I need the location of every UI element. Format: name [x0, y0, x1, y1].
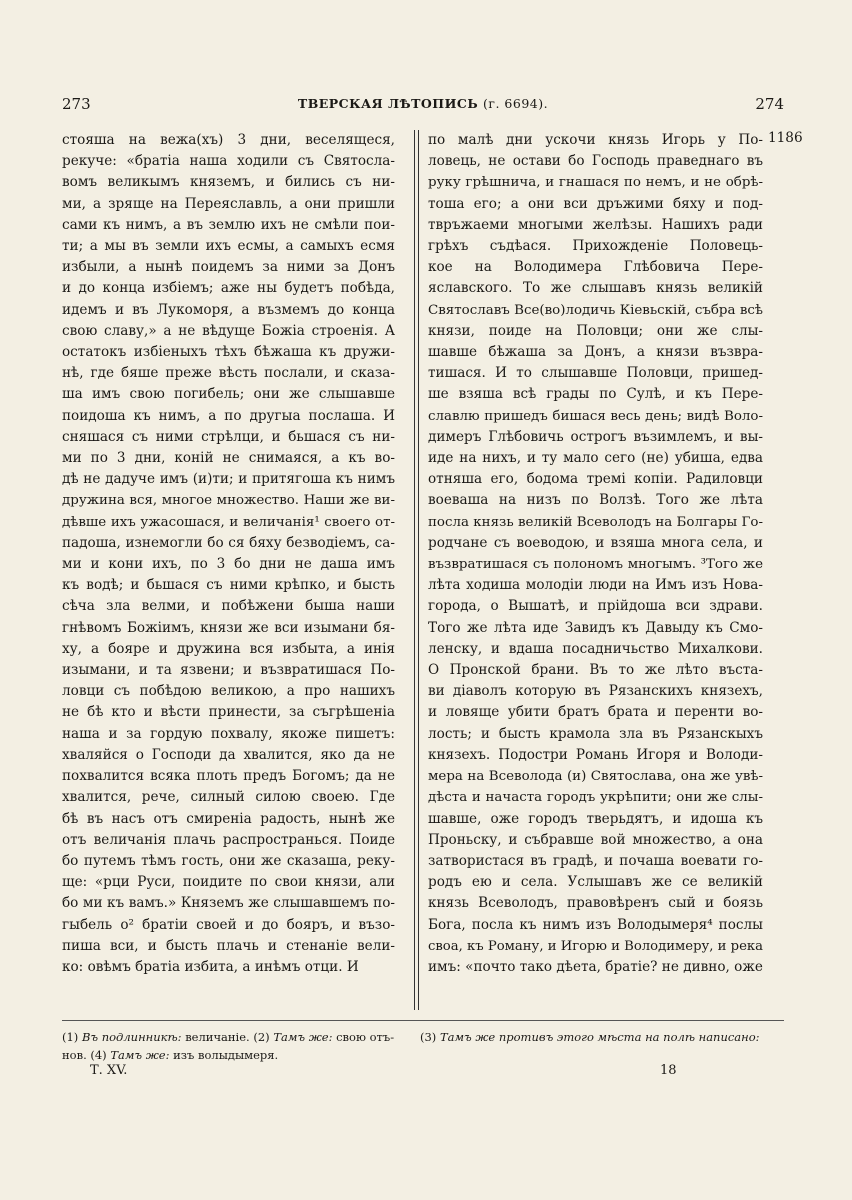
text-line: вомъ великымъ княземъ, и бились съ ни- — [62, 174, 395, 191]
text-line: сняшася съ ними стрѣлци, и бьшася съ ни- — [62, 428, 395, 445]
text-line: шавше бѣжаша за Донъ, а князи възвра- — [428, 344, 763, 361]
footnote-line — [62, 1028, 412, 1046]
text-line: яславского. То же слышавъ князь великій — [428, 280, 763, 297]
text-line: стояша на вежа(хъ) 3 дни, веселящеся, — [62, 132, 395, 148]
footnote-text: изъ волыдымеря. — [173, 1048, 279, 1062]
text-line: ко: овѣмъ братіа избита, а инѣмъ отци. И — [62, 958, 359, 975]
text-line: О Пронской брани. Въ то же лѣто въста- — [428, 662, 763, 679]
text-line: нѣ, где бяше преже вѣсть послали, и сказа- — [62, 365, 395, 382]
text-line: шавше, оже городъ тверьдятъ, и идоша къ — [428, 810, 763, 827]
text-line: хвалится, рече, силный силою своею. Где — [62, 789, 395, 806]
text-line: свою славу,» а не вѣдуще Божіа строенія. А — [62, 322, 395, 339]
footnote-text: свою отъ- — [336, 1030, 395, 1044]
text-line: къ водѣ; и бьшася съ ними крѣпко, и бысть — [62, 577, 395, 594]
text-line: ми по 3 дни, коній не снимаяся, а къ во- — [62, 450, 395, 467]
text-line: славлю пришедъ бишася весь день; видѣ Воло- — [428, 408, 763, 424]
running-title — [62, 96, 784, 111]
text-line: тишася. И то слышавше Половци, пришед- — [428, 365, 763, 382]
running-title-year: (г. 6694). — [483, 96, 549, 111]
text-line: похвалится всяка плоть предъ Богомъ; да не — [62, 768, 395, 785]
left-column — [62, 130, 395, 978]
text-line: затвористася въ градѣ, и почаша воевати го- — [428, 852, 763, 869]
page-number-left: 273 — [62, 95, 91, 113]
text-line: мера на Всеволода (и) Святослава, она же увѣ- — [428, 769, 763, 785]
page-header — [62, 95, 784, 115]
text-line: тоша его; а они вси дръжими бяху и под- — [428, 195, 763, 212]
text-line: князи, поиде на Половци; они же слы- — [428, 322, 763, 339]
footnote-label: Въ подлинникѣ: — [81, 1030, 182, 1044]
footnote-number: (4) — [90, 1048, 107, 1062]
footnote-number: (3) — [420, 1030, 437, 1044]
text-line: ленску, и вдаша посадничьство Михалкови. — [428, 640, 763, 657]
text-line: възвратишася съ полономъ многымъ. ³Того же — [428, 557, 763, 573]
text-line: наша и за гордую похвалу, якоже пишетъ: — [62, 725, 395, 742]
text-line: ще: «рци Руси, поидите по свои князи, али — [62, 874, 395, 891]
text-line: ви діаволъ которую въ Рязанскихъ князехъ, — [428, 683, 763, 700]
text-line: твръжаеми многыми желѣзы. Нашихъ ради — [428, 216, 763, 233]
text-line: бо ми къ вамъ.» Княземъ же слышавшемъ по- — [62, 895, 395, 912]
text-line: ша имъ свою погибель; они же слышавше — [62, 386, 395, 403]
text-line: ловци съ побѣдою великою, а про нашихъ — [62, 683, 395, 700]
text-line: сѣча зла велми, и побѣжени быша наши — [62, 598, 395, 615]
text-line: грѣхъ съдѣася. Прихожденіе Половець- — [428, 238, 763, 255]
text-line: иде на нихъ, и ту мало сего (не) убиша, едва — [428, 450, 763, 467]
footnote-label: Тамъ же: — [110, 1048, 170, 1062]
text-line: димеръ Глѣбовичь острогъ възимлемъ, и вы- — [428, 428, 763, 445]
text-line: дѣвше ихъ ужасошася, и величанія¹ своего от- — [62, 514, 395, 530]
text-line: пиша вси, и бысть плачь и стенаніе вели- — [62, 937, 395, 954]
footnote-number: (2) — [253, 1030, 270, 1044]
text-line: руку грѣшнича, и гнашася по немъ, и не обрѣ- — [428, 175, 763, 191]
text-line: отъ величанія плачь распространься. Поиде — [62, 831, 395, 848]
text-line: князехъ. Подостри Романь Игоря и Володи- — [428, 746, 763, 763]
text-line: дѣ не дадуче имъ (и)ти; и притягоша къ нимъ — [62, 471, 395, 488]
footnote-line — [420, 1028, 784, 1046]
text-line: города, о Вышатѣ, и прійдоша вси здрави. — [428, 598, 763, 615]
footnote-label: Тамъ же: — [273, 1030, 333, 1044]
text-line: идемъ и въ Лукоморя, а възмемъ до конца — [62, 301, 395, 318]
footnote-number: (1) — [62, 1030, 79, 1044]
text-line: отняша его, бодома тремі копіи. Радиловци — [428, 471, 763, 488]
text-line: хваляйся о Господи да хвалится, яко да не — [62, 746, 395, 763]
text-line: рекуче: «братіа наша ходили съ Святосла- — [62, 153, 395, 170]
text-line: и до конца избіемъ; аже ны будетъ побѣда, — [62, 280, 395, 297]
text-line: ти; а мы въ земли ихъ есмы, а самыхъ есмя — [62, 238, 395, 255]
text-line: бѣ въ насъ отъ смиреніа радость, нынѣ же — [62, 810, 395, 827]
folio-number: 18 — [660, 1063, 677, 1078]
text-line: не бѣ кто и вѣсти принести, за съгрѣшеніа — [62, 704, 395, 721]
text-line: ми, а зряще на Переяславль, а они пришли — [62, 195, 395, 212]
text-line: воеваша на низъ по Волзѣ. Того же лѣта — [428, 492, 763, 509]
text-line: поидоша къ нимъ, а по другыа послаша. И — [62, 407, 395, 424]
footnote-line — [62, 1046, 412, 1064]
text-line: дѣста и начаста городъ укрѣпити; они же слы- — [428, 790, 763, 806]
text-line: посла князь великій Всеволодъ на Болгары Го- — [428, 514, 763, 530]
footnote-text: величаніе. — [185, 1030, 250, 1044]
footnotes-right — [420, 1028, 784, 1046]
signature-mark: Т. XV. — [90, 1063, 128, 1078]
text-line: ше взяша всѣ грады по Сулѣ, и къ Пере- — [428, 386, 763, 403]
text-line: Того же лѣта иде Завидъ къ Давыду къ Смо- — [428, 619, 763, 636]
text-line: Бога, посла къ нимъ изъ Володымеря⁴ послы — [428, 916, 763, 933]
page-number-right: 274 — [755, 95, 784, 113]
text-line: Проньску, и събравше вой множество, а она — [428, 831, 763, 848]
text-line: дружина вся, многое множество. Наши же ви- — [62, 493, 395, 509]
text-line: имъ: «почто тако дѣета, братіе? не дивно, оже — [428, 958, 763, 975]
text-line: гнѣвомъ Божіимъ, князи же вси изымани бя- — [62, 619, 395, 636]
text-line: своа, къ Роману, и Игорю и Володимеру, и река — [428, 938, 763, 954]
text-line: остатокъ избіеныхъ тѣхъ бѣжаша къ дружи- — [62, 344, 395, 361]
running-title-text: ТВЕРСКАЯ ЛѢТОПИСЬ — [297, 96, 479, 111]
footnote-text: нов. — [62, 1048, 87, 1062]
footnote-rule — [62, 1020, 784, 1021]
text-line: падоша, изнемогли бо ся бяху безводіемъ, са- — [62, 534, 395, 551]
margin-year: 1186 — [768, 130, 803, 146]
text-line: лѣта ходиша молодіи люди на Имъ изъ Нова- — [428, 577, 763, 594]
text-line: сами къ нимъ, а въ землю ихъ не смѣли пои- — [62, 216, 395, 233]
text-line: гыбель о² братіи своей и до бояръ, и възо- — [62, 916, 395, 933]
column-divider — [418, 130, 419, 1010]
footnote-label: Тамъ же противъ этого мѣста на полѣ написано: — [439, 1030, 760, 1044]
text-line: родъ ею и села. Услышавъ же се великій — [428, 874, 763, 891]
footnotes-left — [62, 1028, 412, 1064]
text-line: родчане съ воеводою, и взяша многа села, и — [428, 534, 763, 551]
text-line: по малѣ дни ускочи князь Игорь у По- — [428, 132, 763, 148]
text-line: и ловяще убити братъ брата и перенти во- — [428, 704, 763, 721]
text-line: князь Всеволодъ, правовѣренъ сый и боязь — [428, 895, 763, 912]
text-line: ми и кони ихъ, по 3 бо дни не даша имъ — [62, 556, 395, 573]
column-divider — [414, 130, 415, 1010]
text-line: лость; и бысть крамола зла въ Рязанскыхъ — [428, 725, 763, 742]
text-line: изымани, и та язвени; и възвратишася По- — [62, 662, 395, 679]
text-line: бо путемъ тѣмъ гость, они же сказаша, реку- — [62, 852, 395, 869]
text-line: Святославъ Все(во)лодичь Кіевьскій, събра всѣ — [428, 302, 763, 318]
text-line: ху, а бояре и дружина вся избыта, а инія — [62, 640, 395, 657]
text-line: ловець, не остави бо Господь праведнаго въ — [428, 153, 763, 170]
right-column — [428, 130, 763, 978]
text-line: кое на Володимера Глѣбовича Пере- — [428, 259, 763, 276]
text-line: избыли, а нынѣ поидемъ за ними за Донъ — [62, 259, 395, 276]
